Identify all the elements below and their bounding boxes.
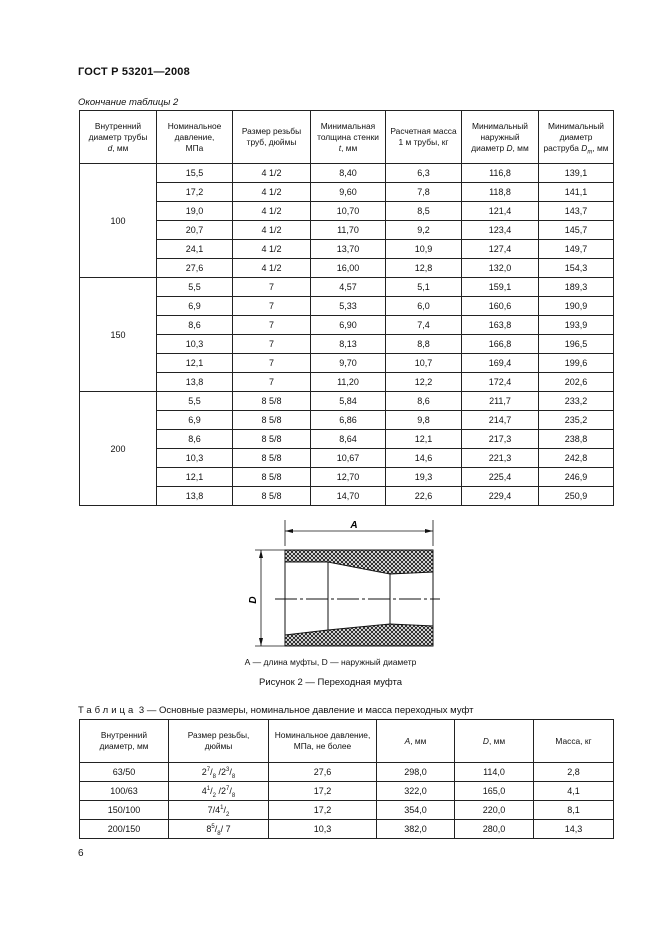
table-cell: 166,8 [462,335,539,354]
table-cell: 6,9 [157,411,233,430]
table-cell: 16,00 [311,259,386,278]
table-cell: 8,8 [386,335,462,354]
table-cell: 9,2 [386,221,462,240]
table-cell: 13,8 [157,373,233,392]
t3-body [80,763,614,839]
table-cell: 6,0 [386,297,462,316]
table-cell: 22,6 [386,487,462,506]
table-row [80,392,614,411]
diameter-cell: 150 [80,278,157,392]
t2-body [80,164,614,506]
table-cell: 8 5/8 [233,392,311,411]
table-cell: 12,1 [157,468,233,487]
table-cell: 8,6 [157,430,233,449]
table-cell: 10,3 [269,820,377,839]
table-cell: 5,5 [157,278,233,297]
table-cell: 200/150 [80,820,169,839]
table-cell: 123,4 [462,221,539,240]
table-cell: 7 [233,373,311,392]
t3-header-pressure: Номинальное давление, МПа, не более [269,720,377,763]
table-cell: 196,5 [539,335,614,354]
table-cell: 8 5/8 [233,487,311,506]
table-row [80,449,614,468]
table-cell: 221,3 [462,449,539,468]
table-cell: 202,6 [539,373,614,392]
t3-header-diameter: Внутренний диаметр, мм [80,720,169,763]
table-row [80,354,614,373]
t3-header-d: D, мм [455,720,534,763]
table-cell: 7 [233,335,311,354]
table-cell: 298,0 [377,763,455,782]
table-cell: 9,70 [311,354,386,373]
page-number: 6 [78,848,84,859]
figure-legend: А — длина муфты, D — наружный диаметр [244,657,417,667]
table-cell: 238,8 [539,430,614,449]
table-cell: 12,2 [386,373,462,392]
table-row [80,240,614,259]
table-cell: 159,1 [462,278,539,297]
table-cell: 27,6 [157,259,233,278]
table-cell: 6,9 [157,297,233,316]
table-row [80,373,614,392]
t3-header-a: A, мм [377,720,455,763]
table-cell: 141,1 [539,183,614,202]
table-cell: 10,9 [386,240,462,259]
table-cell: 14,6 [386,449,462,468]
table-cell: 11,70 [311,221,386,240]
figure-title: Рисунок 2 — Переходная муфта [259,677,402,688]
table-cell: 7,8 [386,183,462,202]
table-cell: 7 [233,278,311,297]
table-row [80,411,614,430]
table-cell: 17,2 [269,782,377,801]
table-cell: 14,70 [311,487,386,506]
table-cell: 10,3 [157,335,233,354]
table-cell: 8 5/8 [233,430,311,449]
table-row [80,820,614,839]
table-cell: 5,5 [157,392,233,411]
t2-header-pressure: Номинальное давление, МПа [157,111,233,164]
table-cell: 10,7 [386,354,462,373]
table-cell: 127,4 [462,240,539,259]
t3-header-mass: Масса, кг [534,720,614,763]
table-cell: 10,70 [311,202,386,221]
table-cell: 10,67 [311,449,386,468]
table-row [80,164,614,183]
table-cell: 211,7 [462,392,539,411]
table-cell: 8,40 [311,164,386,183]
table2-caption: Окончание таблицы 2 [78,97,179,108]
table-cell: 6,90 [311,316,386,335]
table-cell: 354,0 [377,801,455,820]
table-cell: 121,4 [462,202,539,221]
table-cell: 163,8 [462,316,539,335]
t2-header-outer: Минимальный наружный диаметр D, мм [462,111,539,164]
table-cell: 217,3 [462,430,539,449]
table-cell: 4 1/2 [233,221,311,240]
table-cell: 63/50 [80,763,169,782]
table-cell: 116,8 [462,164,539,183]
table-row [80,763,614,782]
table-cell: 190,9 [539,297,614,316]
table-cell: 4 1/2 [233,240,311,259]
table-cell: 143,7 [539,202,614,221]
table-cell: 100/63 [80,782,169,801]
t3-header-thread: Размер резьбы, дюймы [169,720,269,763]
table-cell: 189,3 [539,278,614,297]
thread-cell: $2^7/_8$ $/2^3/_8$ [169,763,269,782]
table-cell: 149,7 [539,240,614,259]
document-header: ГОСТ Р 53201—2008 [78,66,190,78]
table3-caption-prefix: Таблица [78,705,137,716]
table3-caption [78,705,473,716]
table-cell: 7 [233,316,311,335]
table-row [80,297,614,316]
t2-header-thread: Размер резьбы труб, дюймы [233,111,311,164]
thread-cell: $8^5/_8/$ 7 [169,820,269,839]
table-cell: 13,70 [311,240,386,259]
table-cell: 8 5/8 [233,449,311,468]
table-cell: 8,6 [386,392,462,411]
table2 [79,110,614,506]
table-cell: 8 5/8 [233,411,311,430]
table-row [80,316,614,335]
table-cell: 154,3 [539,259,614,278]
table-cell: 214,7 [462,411,539,430]
table-cell: 233,2 [539,392,614,411]
table-cell: 322,0 [377,782,455,801]
table-cell: 4 1/2 [233,183,311,202]
table-cell: 169,4 [462,354,539,373]
table-cell: 12,70 [311,468,386,487]
table-cell: 6,86 [311,411,386,430]
table-cell: 7 [233,354,311,373]
table-cell: 118,8 [462,183,539,202]
table-cell: 10,3 [157,449,233,468]
table-cell: 114,0 [455,763,534,782]
table-cell: 145,7 [539,221,614,240]
thread-cell: $4^1/_2$ $/2^7/_8$ [169,782,269,801]
table-cell: 193,9 [539,316,614,335]
table-row [80,335,614,354]
table-row [80,202,614,221]
table-cell: 13,8 [157,487,233,506]
table-cell: 20,7 [157,221,233,240]
table-cell: 8,1 [534,801,614,820]
table-cell: 14,3 [534,820,614,839]
table-cell: 24,1 [157,240,233,259]
table-cell: 4 1/2 [233,259,311,278]
table-cell: 4,1 [534,782,614,801]
table-cell: 250,9 [539,487,614,506]
diameter-cell: 200 [80,392,157,506]
t2-header-mass: Расчетная масса 1 м трубы, кг [386,111,462,164]
table3 [79,719,614,839]
table-cell: 9,60 [311,183,386,202]
table-cell: 12,1 [157,354,233,373]
table-row [80,278,614,297]
table-cell: 12,8 [386,259,462,278]
table-row [80,221,614,240]
table-cell: 382,0 [377,820,455,839]
table-cell: 280,0 [455,820,534,839]
table-row [80,782,614,801]
table-cell: 5,84 [311,392,386,411]
table-cell: 11,20 [311,373,386,392]
table-cell: 8,5 [386,202,462,221]
table-cell: 150/100 [80,801,169,820]
table-cell: 4 1/2 [233,202,311,221]
table-cell: 7,4 [386,316,462,335]
table-cell: 5,33 [311,297,386,316]
table-cell: 8 5/8 [233,468,311,487]
diameter-cell: 100 [80,164,157,278]
table-cell: 19,0 [157,202,233,221]
table-cell: 225,4 [462,468,539,487]
table-cell: 2,8 [534,763,614,782]
table-row [80,430,614,449]
table-cell: 15,5 [157,164,233,183]
table-cell: 17,2 [157,183,233,202]
table-cell: 8,13 [311,335,386,354]
table-cell: 8,6 [157,316,233,335]
table-cell: 132,0 [462,259,539,278]
table-cell: 246,9 [539,468,614,487]
thread-cell: $7/4^1/_2$ [169,801,269,820]
table-cell: 165,0 [455,782,534,801]
table-cell: 172,4 [462,373,539,392]
table-cell: 199,6 [539,354,614,373]
table-cell: 27,6 [269,763,377,782]
table-row [80,468,614,487]
table-cell: 4,57 [311,278,386,297]
dimension-a-label: A [350,520,358,531]
table-row [80,801,614,820]
table-cell: 7 [233,297,311,316]
table-cell: 12,1 [386,430,462,449]
t2-header-socket: Минимальный диаметр раструба $D_m$, мм [539,111,614,164]
t2-header-wall: Минимальная толщина стенки t, мм [311,111,386,164]
table-cell: 220,0 [455,801,534,820]
table-cell: 139,1 [539,164,614,183]
table-cell: 242,8 [539,449,614,468]
table-cell: 235,2 [539,411,614,430]
table3-caption-text: 3 — Основные размеры, номинальное давление и масса переходных муфт [138,705,474,716]
table-cell: 229,4 [462,487,539,506]
table-cell: 17,2 [269,801,377,820]
dimension-d-label: D [248,596,259,604]
table-cell: 9,8 [386,411,462,430]
table-cell: 6,3 [386,164,462,183]
table-row [80,487,614,506]
table-cell: 19,3 [386,468,462,487]
coupling-figure [230,518,440,648]
table-row [80,259,614,278]
table-cell: 8,64 [311,430,386,449]
table-row [80,183,614,202]
table-cell: 5,1 [386,278,462,297]
table-cell: 4 1/2 [233,164,311,183]
t2-header-diameter: Внутренний диаметр трубы d, мм [80,111,157,164]
table-cell: 160,6 [462,297,539,316]
